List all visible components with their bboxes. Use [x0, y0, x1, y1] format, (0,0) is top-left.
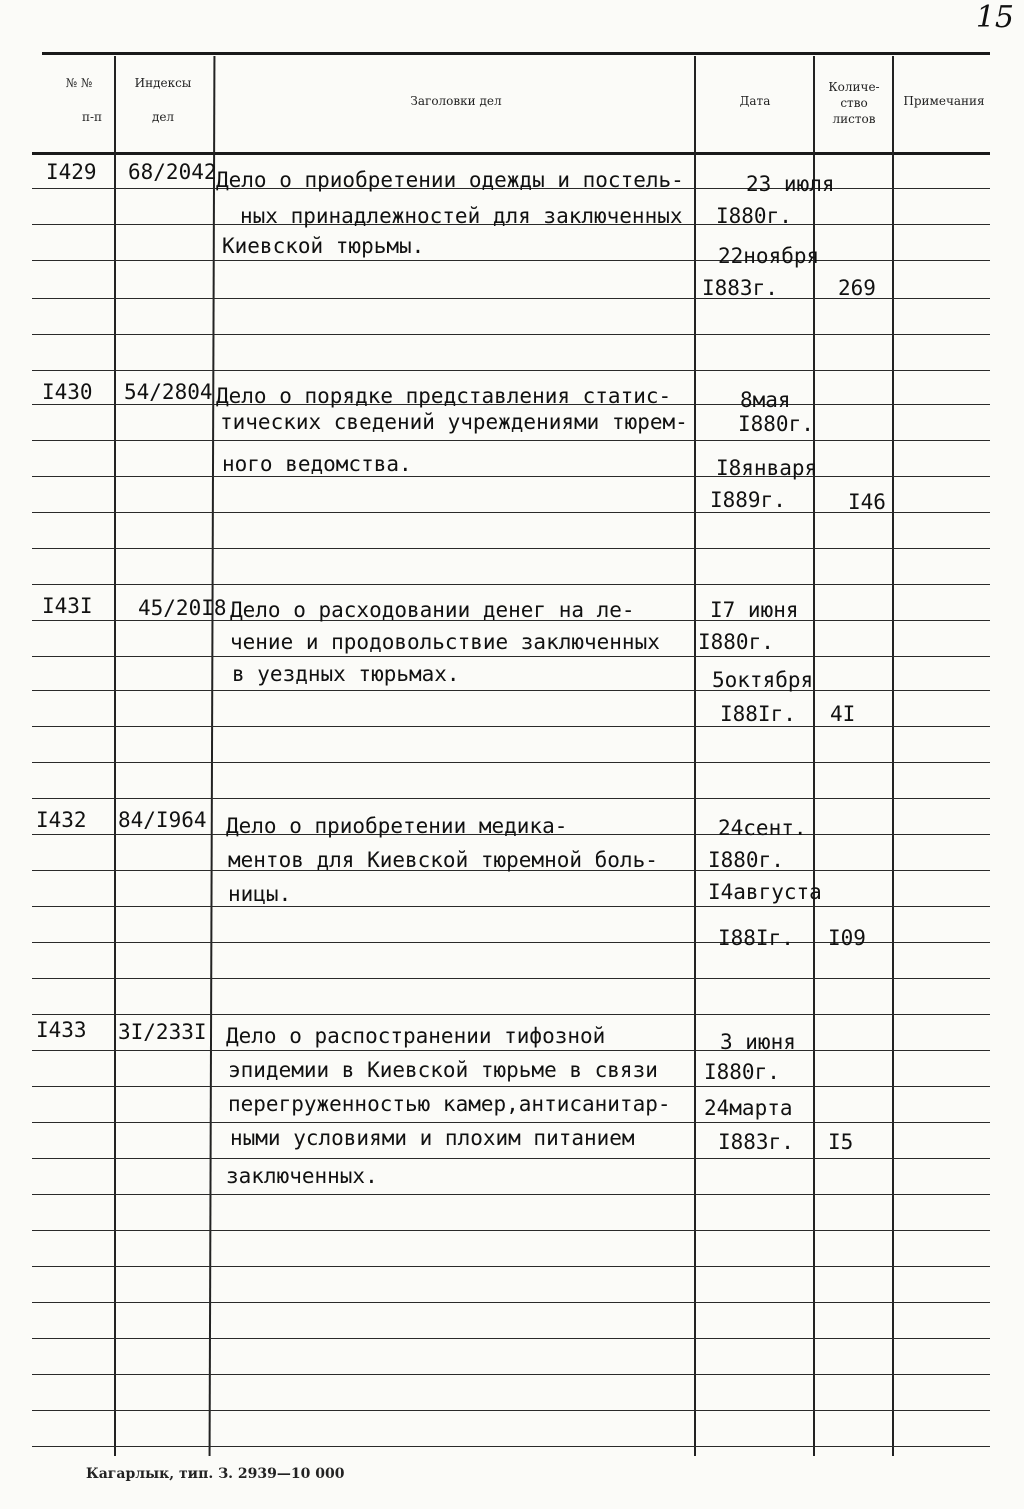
entry-year-start: I880г. [708, 848, 784, 872]
col-divider-5 [892, 56, 894, 1456]
header-no-sub: п-п [81, 110, 103, 124]
entry-date-start: 24сент. [718, 816, 807, 840]
header-count-1: Количе- [828, 80, 880, 94]
entry-sheet-count: 269 [838, 276, 876, 300]
entry-title-line: Дело о приобретении одежды и постель- [216, 168, 684, 192]
entry-title-line: заключенных. [226, 1164, 378, 1188]
entry-title-line: ных принадлежностей для заключенных [240, 204, 683, 228]
ruling-line [32, 1230, 990, 1231]
entry-title-line: ными условиями и плохим питанием [230, 1126, 635, 1150]
ruling-line [32, 726, 990, 727]
sheet-number: 15 [975, 0, 1014, 35]
entry-index: 68/2042 [128, 160, 217, 184]
entry-title-line: чение и продовольствие заключенных [230, 630, 660, 654]
entry-title-line: перегруженностью камер,антисанитар- [228, 1092, 671, 1116]
entry-title-line: ного ведомства. [222, 452, 412, 476]
ruling-line [32, 1122, 990, 1123]
entry-year-start: I880г. [704, 1060, 780, 1084]
ruling-line [32, 798, 990, 799]
ruling-line [32, 1158, 990, 1159]
entry-title-line: Дело о приобретении медика- [226, 814, 568, 838]
entry-title-line: ницы. [228, 882, 292, 906]
entry-date-end: 22ноября [718, 244, 820, 268]
entry-date-end: 24марта [704, 1096, 793, 1120]
entry-title-line: Киевской тюрьмы. [222, 234, 425, 258]
entry-year-end: I883г. [718, 1130, 794, 1154]
entry-date-end: 5октября [712, 668, 814, 692]
entry-date-start: 23 июля [746, 172, 835, 196]
entry-year-end: I88Iг. [718, 926, 794, 950]
entry-number: I433 [36, 1018, 87, 1042]
ruling-line [32, 1302, 990, 1303]
entry-title-line: тических сведений учреждениями тюрем- [220, 410, 688, 434]
ruling-line [32, 1374, 990, 1375]
ruling-line [32, 440, 990, 441]
ruling-line [32, 1050, 990, 1051]
ruling-line [32, 334, 990, 335]
ruling-line [32, 1086, 990, 1087]
col-divider-3 [694, 56, 696, 1456]
ruling-line [32, 690, 990, 691]
entry-number: I430 [42, 380, 93, 404]
ruling-line [32, 1446, 990, 1447]
header-count-3: листов [832, 112, 876, 126]
entry-date-start: 3 июня [720, 1030, 796, 1054]
entry-year-start: I880г. [716, 204, 792, 228]
ruling-line [32, 1194, 990, 1195]
entry-year-end: I889г. [710, 488, 786, 512]
entry-year-start: I880г. [738, 412, 814, 436]
entry-date-end: I4августа [708, 880, 822, 904]
entry-title-line: ментов для Киевской тюремной боль- [228, 848, 658, 872]
entry-date-end: I8января [716, 456, 818, 480]
header-count-2: ство [840, 96, 868, 110]
entry-index: 3I/233I [118, 1020, 207, 1044]
ruling-line [32, 584, 990, 585]
entry-title-line: Дело о распостранении тифозной [226, 1024, 606, 1048]
ruling-line [32, 476, 990, 477]
header-top-rule [42, 52, 990, 55]
entry-year-end: I883г. [702, 276, 778, 300]
entry-number: I43I [42, 594, 93, 618]
entry-sheet-count: I09 [828, 926, 866, 950]
entry-year-start: I880г. [698, 630, 774, 654]
entry-index: 45/20I8 [138, 596, 227, 620]
col-divider-1 [114, 56, 116, 1456]
entry-number: I432 [36, 808, 87, 832]
entry-year-end: I88Iг. [720, 702, 796, 726]
ruling-line [32, 1266, 990, 1267]
ruling-line [32, 1410, 990, 1411]
header-no: № № [65, 76, 93, 90]
header-index-sub: дел [151, 110, 175, 124]
ruling-line [32, 260, 990, 261]
header-date: Дата [739, 94, 771, 108]
header-notes: Примечания [903, 94, 985, 108]
header-bottom-rule [32, 152, 990, 155]
entry-sheet-count: 4I [830, 702, 856, 726]
ruling-line [32, 1014, 990, 1015]
ruling-line [32, 370, 990, 371]
ruling-line [32, 656, 990, 657]
ruling-line [32, 512, 990, 513]
entry-index: 54/2804 [124, 380, 213, 404]
col-divider-2 [209, 56, 216, 1456]
ruling-line [32, 1338, 990, 1339]
printer-imprint: Кагарлык, тип. З. 2939—10 000 [86, 1466, 345, 1482]
ruling-line [32, 906, 990, 907]
entry-date-start: I7 июня [710, 598, 799, 622]
ruling-line [32, 762, 990, 763]
ruling-line [32, 548, 990, 549]
entry-title-line: Дело о порядке представления статис- [216, 384, 672, 408]
entry-sheet-count: I46 [848, 490, 886, 514]
entry-title-line: эпидемии в Киевской тюрьме в связи [228, 1058, 658, 1082]
ruling-line [32, 978, 990, 979]
entry-date-start: 8мая [740, 388, 791, 412]
entry-sheet-count: I5 [828, 1130, 854, 1154]
entry-title-line: Дело о расходовании денег на ле- [230, 598, 635, 622]
entry-number: I429 [46, 160, 97, 184]
header-index: Индексы [134, 76, 192, 90]
entry-title-line: в уездных тюрьмах. [232, 662, 460, 686]
header-title: Заголовки дел [410, 94, 502, 108]
entry-index: 84/I964 [118, 808, 207, 832]
